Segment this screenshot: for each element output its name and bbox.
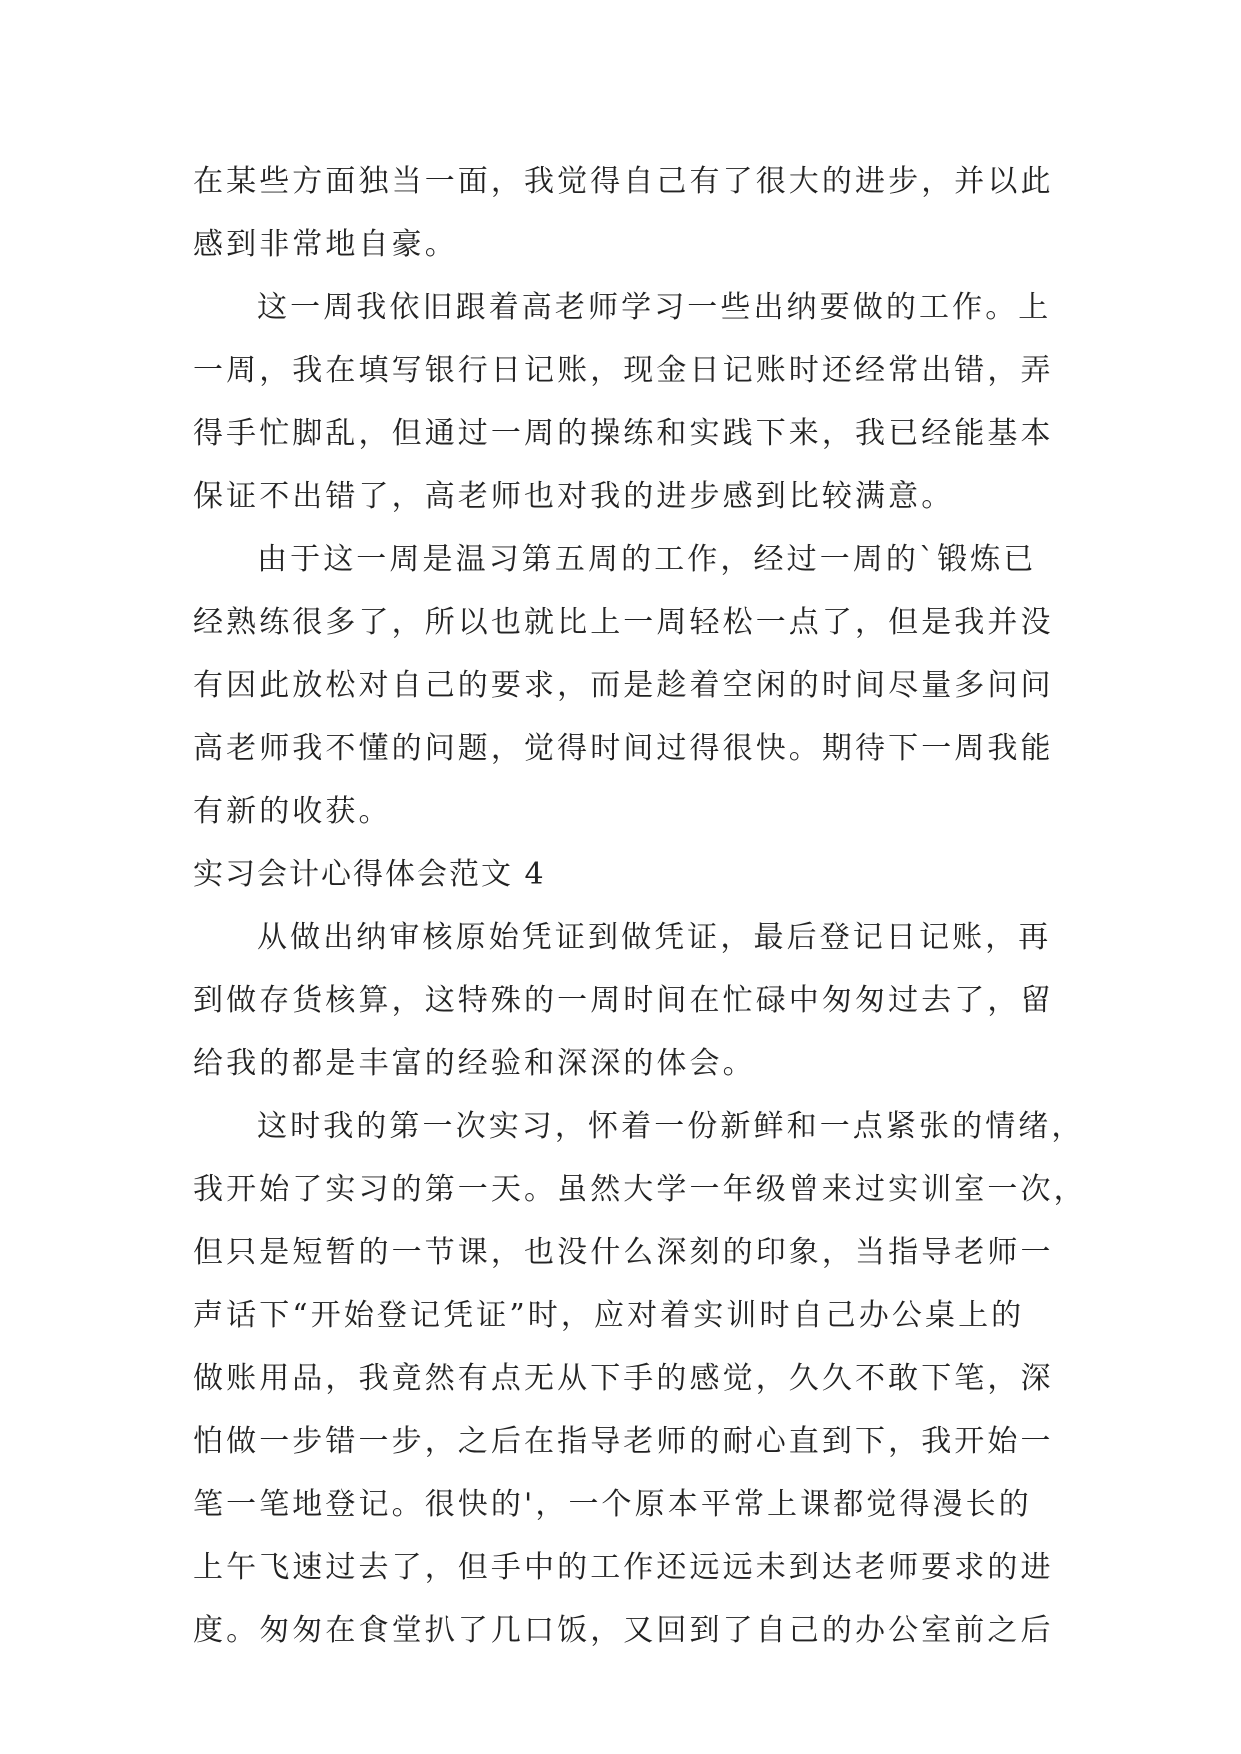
text-line: 上午飞速过去了，但手中的工作还远远未到达老师要求的进 — [193, 1550, 1054, 1585]
text-line: 有因此放松对自己的要求，而是趁着空闲的时间尽量多问问 — [193, 668, 1054, 703]
text-line: 但只是短暂的一节课，也没什么深刻的印象，当指导老师一 — [193, 1235, 1054, 1270]
text-line: 有新的收获。 — [193, 794, 392, 829]
text-line: 经熟练很多了，所以也就比上一周轻松一点了，但是我并没 — [193, 605, 1054, 640]
paragraph-start: 由于这一周是温习第五周的工作，经过一周的`锻炼已 — [257, 542, 1037, 577]
text-line: 在某些方面独当一面，我觉得自己有了很大的进步，并以此 — [193, 164, 1054, 199]
text-line: 高老师我不懂的问题，觉得时间过得很快。期待下一周我能 — [193, 731, 1054, 766]
text-line: 笔一笔地登记。很快的'，一个原本平常上课都觉得漫长的 — [193, 1487, 1032, 1522]
text-line: 声话下“开始登记凭证”时，应对着实训时自己办公桌上的 — [193, 1298, 1025, 1333]
paragraph-start: 从做出纳审核原始凭证到做凭证，最后登记日记账，再 — [257, 920, 1052, 955]
text-line: 到做存货核算，这特殊的一周时间在忙碌中匆匆过去了，留 — [193, 983, 1054, 1018]
text-line: 感到非常地自豪。 — [193, 227, 458, 262]
paragraph-start: 这时我的第一次实习，怀着一份新鲜和一点紧张的情绪， — [257, 1109, 1085, 1144]
text-line: 一周，我在填写银行日记账，现金日记账时还经常出错，弄 — [193, 353, 1054, 388]
paragraph-start: 这一周我依旧跟着高老师学习一些出纳要做的工作。上 — [257, 290, 1052, 325]
text-line: 保证不出错了，高老师也对我的进步感到比较满意。 — [193, 479, 955, 514]
document-body — [193, 150, 1087, 1662]
text-line: 给我的都是丰富的经验和深深的体会。 — [193, 1046, 756, 1081]
text-line: 怕做一步错一步，之后在指导老师的耐心直到下，我开始一 — [193, 1424, 1054, 1459]
text-line: 做账用品，我竟然有点无从下手的感觉，久久不敢下笔，深 — [193, 1361, 1054, 1396]
text-line: 得手忙脚乱，但通过一周的操练和实践下来，我已经能基本 — [193, 416, 1054, 451]
text-line: 度。匆匆在食堂扒了几口饭，又回到了自己的办公室前之后 — [193, 1613, 1054, 1648]
text-line: 我开始了实习的第一天。虽然大学一年级曾来过实训室一次， — [193, 1172, 1087, 1207]
section-heading: 实习会计心得体会范文 4 — [193, 857, 546, 892]
